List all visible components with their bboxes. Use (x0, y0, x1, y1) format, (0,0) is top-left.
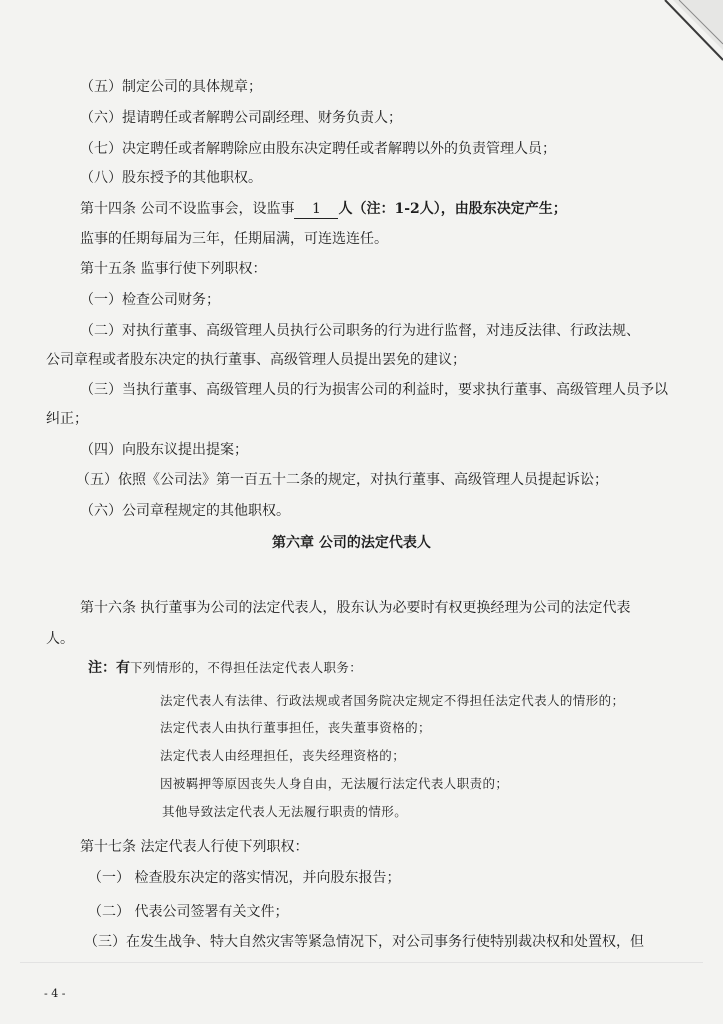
note-item: 其他导致法定代表人无法履行职责的情形。 (162, 804, 408, 819)
supervisor-count-field: 1 (294, 200, 338, 219)
note-item: 因被羁押等原因丧失人身自由，无法履行法定代表人职责的； (160, 776, 509, 791)
article-14-suffix: 人（注：1-2人），由股东决定产生； (338, 201, 567, 217)
text-line: （五）依照《公司法》第一百五十二条的规定，对执行董事、高级管理人员提起诉讼； (76, 472, 608, 488)
article-heading: 第十七条 法定代表人行使下列职权： (80, 839, 309, 855)
article-heading: 第十五条 监事行使下列职权： (80, 261, 267, 277)
note-text: 下列情形的，不得担任法定代表人职务： (130, 660, 363, 675)
text-line: 纠正； (46, 411, 88, 427)
text-line: （二）对执行董事、高级管理人员执行公司职务的行为进行监督，对违反法律、行政法规、 (80, 323, 640, 339)
text-line: 监事的任期每届为三年，任期届满，可连选连任。 (80, 231, 388, 247)
text-line: （七）决定聘任或者解聘除应由股东决定聘任或者解聘以外的负责管理人员； (80, 141, 556, 157)
text-line: （三）在发生战争、特大自然灾害等紧急情况下，对公司事务行使特别裁决权和处置权，但 (84, 934, 644, 950)
text-line: 公司章程或者股东决定的执行董事、高级管理人员提出罢免的建议； (46, 352, 466, 368)
text-line: （四）向股东议提出提案； (80, 442, 248, 458)
article-14-prefix: 第十四条 公司不设监事会，设监事 (80, 201, 295, 217)
text-line: （六）提请聘任或者解聘公司副经理、财务负责人； (80, 110, 402, 126)
text-line: 第十六条 执行董事为公司的法定代表人，股东认为必要时有权更换经理为公司的法定代表 (80, 600, 631, 616)
text-line: （二） 代表公司签署有关文件； (88, 904, 289, 920)
text-line: （六）公司章程规定的其他职权。 (80, 503, 290, 519)
note-line (88, 659, 362, 677)
text-line: （一）检查公司财务； (80, 292, 220, 308)
text-line: （三）当执行董事、高级管理人员的行为损害公司的利益时，要求执行董事、高级管理人员予以 (80, 382, 668, 398)
text-line: （八）股东授予的其他职权。 (80, 170, 262, 186)
note-label: 注：有 (88, 660, 130, 676)
note-item: 法定代表人由经理担任，丧失经理资格的； (160, 748, 406, 763)
note-item: 法定代表人有法律、行政法规或者国务院决定规定不得担任法定代表人的情形的； (160, 693, 625, 708)
text-line: （一） 检查股东决定的落实情况，并向股东报告； (88, 870, 401, 886)
note-item: 法定代表人由执行董事担任，丧失董事资格的； (160, 720, 431, 735)
text-line: 人。 (46, 631, 74, 647)
footer-divider (20, 962, 703, 963)
page-number: - 4 - (44, 987, 66, 1000)
chapter-title: 第六章 公司的法定代表人 (272, 535, 431, 551)
text-line: （五）制定公司的具体规章； (80, 79, 262, 95)
article-14-line (80, 200, 567, 219)
folded-corner-mark (653, 0, 723, 70)
